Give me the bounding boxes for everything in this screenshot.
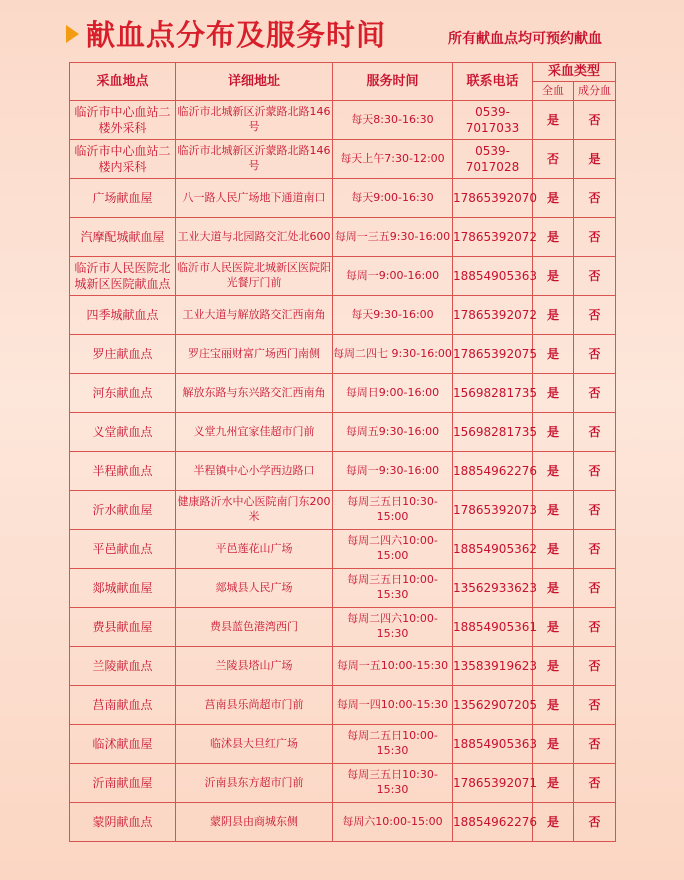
cell-phone: 0539-7017033 [453, 101, 533, 140]
cell-component-blood: 否 [574, 296, 616, 335]
cell-address: 义堂九州宜家佳超市门前 [176, 413, 333, 452]
cell-component-blood: 否 [574, 335, 616, 374]
cell-phone: 18854905361 [453, 608, 533, 647]
cell-address: 工业大道与北园路交汇处北600 [176, 218, 333, 257]
table-row [70, 608, 616, 647]
table-row [70, 530, 616, 569]
cell-location: 临沂市中心血站二楼外采科 [70, 101, 176, 140]
cell-whole-blood: 否 [533, 140, 574, 179]
cell-location: 平邑献血点 [70, 530, 176, 569]
table-row [70, 335, 616, 374]
cell-component-blood: 否 [574, 257, 616, 296]
cell-phone: 18854962276 [453, 803, 533, 842]
cell-component-blood: 否 [574, 374, 616, 413]
cell-hours: 每周二四六10:00-15:00 [333, 530, 453, 569]
cell-location: 四季城献血点 [70, 296, 176, 335]
cell-component-blood: 否 [574, 101, 616, 140]
table-row [70, 413, 616, 452]
cell-hours: 每周二四六10:00-15:30 [333, 608, 453, 647]
cell-whole-blood: 是 [533, 686, 574, 725]
table-row [70, 257, 616, 296]
cell-location: 罗庄献血点 [70, 335, 176, 374]
cell-component-blood: 否 [574, 491, 616, 530]
table-row [70, 569, 616, 608]
table-row [70, 686, 616, 725]
cell-location: 蒙阴献血点 [70, 803, 176, 842]
table-row [70, 491, 616, 530]
cell-whole-blood: 是 [533, 491, 574, 530]
cell-hours: 每天上午7:30-12:00 [333, 140, 453, 179]
header-whole-blood: 全血 [533, 82, 574, 101]
cell-address: 半程镇中心小学西边路口 [176, 452, 333, 491]
cell-phone: 18854905363 [453, 257, 533, 296]
cell-address: 八一路人民广场地下通道南口 [176, 179, 333, 218]
cell-phone: 17865392073 [453, 491, 533, 530]
cell-hours: 每周一三五9:30-16:00 [333, 218, 453, 257]
cell-address: 临沂市人民医院北城新区医院阳光餐厅门前 [176, 257, 333, 296]
cell-component-blood: 否 [574, 686, 616, 725]
cell-hours: 每周一9:30-16:00 [333, 452, 453, 491]
table-row [70, 296, 616, 335]
cell-hours: 每天9:00-16:30 [333, 179, 453, 218]
cell-hours: 每周日9:00-16:00 [333, 374, 453, 413]
table-row [70, 647, 616, 686]
cell-phone: 15698281735 [453, 374, 533, 413]
header-address: 详细地址 [176, 63, 333, 101]
cell-phone: 17865392071 [453, 764, 533, 803]
table-row [70, 764, 616, 803]
cell-hours: 每周五9:30-16:00 [333, 413, 453, 452]
cell-hours: 每周三五日10:00-15:30 [333, 569, 453, 608]
cell-address: 郯城县人民广场 [176, 569, 333, 608]
table-row [70, 374, 616, 413]
blood-donation-table [69, 62, 616, 842]
cell-whole-blood: 是 [533, 725, 574, 764]
cell-hours: 每周三五日10:30-15:00 [333, 491, 453, 530]
cell-address: 蒙阴县由商城东侧 [176, 803, 333, 842]
table-row [70, 803, 616, 842]
cell-phone: 13562907205 [453, 686, 533, 725]
cell-whole-blood: 是 [533, 335, 574, 374]
table-row [70, 140, 616, 179]
page-header [0, 0, 684, 62]
cell-address: 费县蓝色港湾西门 [176, 608, 333, 647]
cell-component-blood: 否 [574, 764, 616, 803]
cell-location: 临沂市人民医院北城新区医院献血点 [70, 257, 176, 296]
cell-location: 莒南献血点 [70, 686, 176, 725]
cell-whole-blood: 是 [533, 764, 574, 803]
table-row [70, 725, 616, 764]
cell-phone: 17865392075 [453, 335, 533, 374]
cell-component-blood: 否 [574, 569, 616, 608]
cell-component-blood: 否 [574, 803, 616, 842]
cell-whole-blood: 是 [533, 179, 574, 218]
cell-phone: 17865392072 [453, 218, 533, 257]
cell-address: 沂南县东方超市门前 [176, 764, 333, 803]
cell-component-blood: 否 [574, 647, 616, 686]
cell-hours: 每周三五日10:30-15:30 [333, 764, 453, 803]
header-phone: 联系电话 [453, 63, 533, 101]
header-component-blood: 成分血 [574, 82, 616, 101]
cell-location: 费县献血屋 [70, 608, 176, 647]
arrow-icon [66, 25, 79, 43]
header-hours: 服务时间 [333, 63, 453, 101]
cell-address: 临沭县大旦红广场 [176, 725, 333, 764]
cell-phone: 15698281735 [453, 413, 533, 452]
cell-component-blood: 否 [574, 179, 616, 218]
cell-hours: 每周一四10:00-15:30 [333, 686, 453, 725]
cell-component-blood: 否 [574, 608, 616, 647]
cell-location: 临沭献血屋 [70, 725, 176, 764]
cell-phone: 17865392072 [453, 296, 533, 335]
cell-location: 义堂献血点 [70, 413, 176, 452]
cell-hours: 每周六10:00-15:00 [333, 803, 453, 842]
cell-component-blood: 否 [574, 452, 616, 491]
cell-component-blood: 否 [574, 218, 616, 257]
cell-whole-blood: 是 [533, 101, 574, 140]
cell-whole-blood: 是 [533, 569, 574, 608]
cell-location: 广场献血屋 [70, 179, 176, 218]
cell-location: 半程献血点 [70, 452, 176, 491]
cell-hours: 每周一9:00-16:00 [333, 257, 453, 296]
cell-phone: 0539-7017028 [453, 140, 533, 179]
cell-hours: 每周一五10:00-15:30 [333, 647, 453, 686]
cell-hours: 每周二五日10:00-15:30 [333, 725, 453, 764]
cell-phone: 13583919623 [453, 647, 533, 686]
cell-location: 郯城献血屋 [70, 569, 176, 608]
cell-address: 临沂市北城新区沂蒙路北路146号 [176, 101, 333, 140]
cell-phone: 18854905363 [453, 725, 533, 764]
cell-component-blood: 否 [574, 413, 616, 452]
cell-address: 解放东路与东兴路交汇西南角 [176, 374, 333, 413]
header-location: 采血地点 [70, 63, 176, 101]
cell-phone: 17865392070 [453, 179, 533, 218]
cell-component-blood: 否 [574, 530, 616, 569]
cell-hours: 每天9:30-16:00 [333, 296, 453, 335]
table-body [70, 101, 616, 842]
cell-address: 临沂市北城新区沂蒙路北路146号 [176, 140, 333, 179]
cell-whole-blood: 是 [533, 296, 574, 335]
cell-hours: 每周二四七 9:30-16:00 [333, 335, 453, 374]
cell-location: 兰陵献血点 [70, 647, 176, 686]
cell-whole-blood: 是 [533, 452, 574, 491]
cell-whole-blood: 是 [533, 374, 574, 413]
cell-location: 沂南献血屋 [70, 764, 176, 803]
page-subtitle: 所有献血点均可预约献血 [448, 31, 602, 47]
cell-address: 平邑莲花山广场 [176, 530, 333, 569]
cell-whole-blood: 是 [533, 530, 574, 569]
cell-address: 工业大道与解放路交汇西南角 [176, 296, 333, 335]
cell-hours: 每天8:30-16:30 [333, 101, 453, 140]
cell-address: 罗庄宝丽财富广场西门南侧 [176, 335, 333, 374]
cell-whole-blood: 是 [533, 647, 574, 686]
cell-whole-blood: 是 [533, 608, 574, 647]
cell-whole-blood: 是 [533, 218, 574, 257]
cell-phone: 18854962276 [453, 452, 533, 491]
page-title: 献血点分布及服务时间 [86, 18, 387, 52]
cell-location: 临沂市中心血站二楼内采科 [70, 140, 176, 179]
table-row [70, 101, 616, 140]
header-collection-type: 采血类型 [533, 63, 616, 82]
cell-address: 健康路沂水中心医院南门东200米 [176, 491, 333, 530]
cell-component-blood: 是 [574, 140, 616, 179]
cell-whole-blood: 是 [533, 257, 574, 296]
cell-component-blood: 否 [574, 725, 616, 764]
table-row [70, 179, 616, 218]
cell-phone: 13562933623 [453, 569, 533, 608]
cell-whole-blood: 是 [533, 413, 574, 452]
table-row [70, 452, 616, 491]
cell-whole-blood: 是 [533, 803, 574, 842]
cell-phone: 18854905362 [453, 530, 533, 569]
cell-location: 河东献血点 [70, 374, 176, 413]
cell-address: 莒南县乐尚超市门前 [176, 686, 333, 725]
table-row [70, 218, 616, 257]
cell-address: 兰陵县塔山广场 [176, 647, 333, 686]
cell-location: 沂水献血屋 [70, 491, 176, 530]
cell-location: 汽摩配城献血屋 [70, 218, 176, 257]
